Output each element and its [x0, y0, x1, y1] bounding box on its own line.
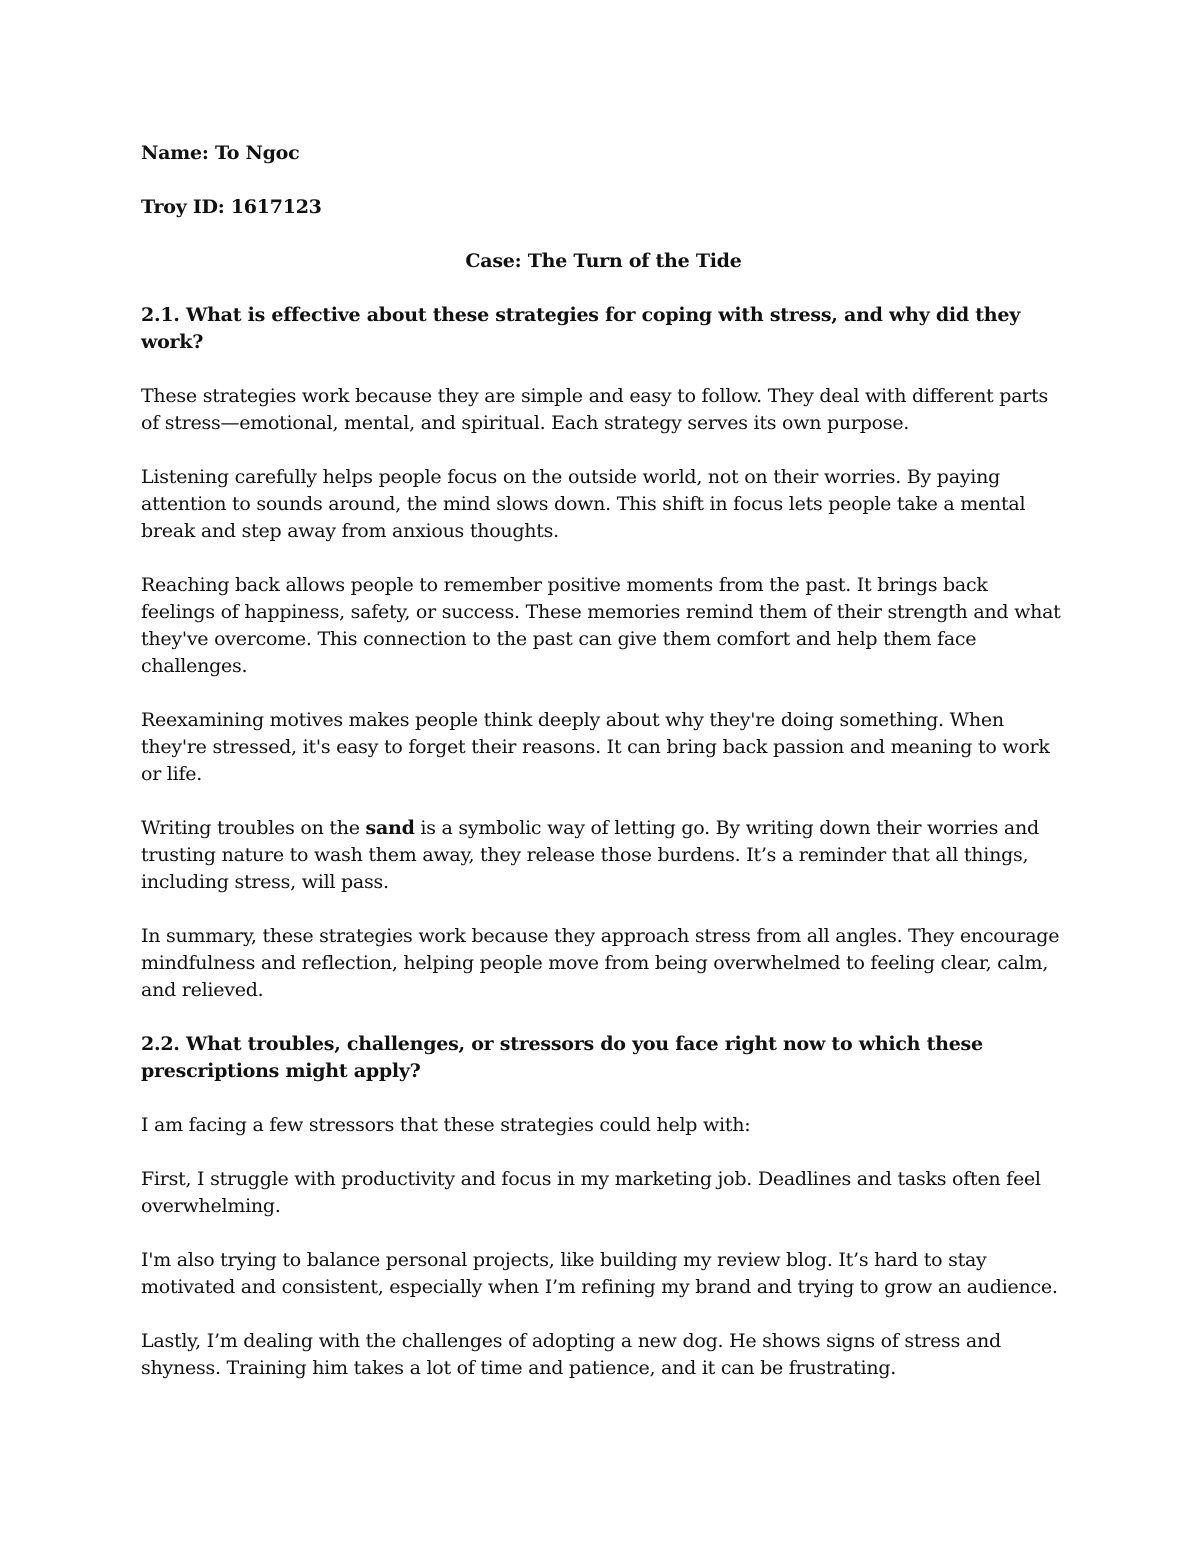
case-title: Case: The Turn of the Tide [465, 250, 742, 272]
question-2-2: 2.2. What troubles, challenges, or stressors do you face right now to which these prescriptions might apply? [141, 1033, 983, 1082]
answer-text: Writing troubles on the [141, 817, 366, 839]
answer-paragraph: In summary, these strategies work because they approach stress from all angles. They encourage mindfulness and reflection, helping people move from being overwhelmed to feeling clear, calm, and relieved. [141, 925, 1060, 1001]
answer-paragraph: These strategies work because they are simple and easy to follow. They deal with different parts of stress—emotional, mental, and spiritual. Each strategy serves its own purpose. [141, 385, 1048, 434]
answer-paragraph: I'm also trying to balance personal projects, like building my review blog. It’s hard to stay motivated and consistent, especially when I’m refining my brand and trying to grow an audience. [141, 1249, 1058, 1298]
answer-paragraph [141, 815, 1066, 896]
emphasized-word: sand [365, 817, 415, 839]
student-name: Name: To Ngoc [141, 142, 300, 164]
document-body [141, 140, 1066, 1409]
answer-paragraph: Lastly, I’m dealing with the challenges of adopting a new dog. He shows signs of stress and shyness. Training him takes a lot of time and patience, and it can be frustrating. [141, 1330, 1001, 1379]
student-id: Troy ID: 1617123 [141, 196, 322, 218]
answer-paragraph: Reexamining motives makes people think deeply about why they're doing something. When they're stressed, it's easy to forget their reasons. It can bring back passion and meaning to work or life. [141, 709, 1050, 785]
answer-paragraph: Listening carefully helps people focus on the outside world, not on their worries. By paying attention to sounds around, the mind slows down. This shift in focus lets people take a mental break and step away from anxious thoughts. [141, 466, 1026, 542]
answer-text: is a symbolic way of letting go. By writing down their worries and trusting nature to wash them away, they release those burdens. It’s a reminder that all things, including stress, will pass. [141, 817, 1039, 893]
question-2-1: 2.1. What is effective about these strategies for coping with stress, and why did they work? [141, 304, 1020, 353]
answer-paragraph: I am facing a few stressors that these strategies could help with: [141, 1114, 751, 1136]
answer-paragraph: First, I struggle with productivity and focus in my marketing job. Deadlines and tasks often feel overwhelming. [141, 1168, 1041, 1217]
answer-paragraph: Reaching back allows people to remember positive moments from the past. It brings back feelings of happiness, safety, or success. These memories remind them of their strength and what they've overcome. This connection to the past can give them comfort and help them face challenges. [141, 574, 1061, 677]
